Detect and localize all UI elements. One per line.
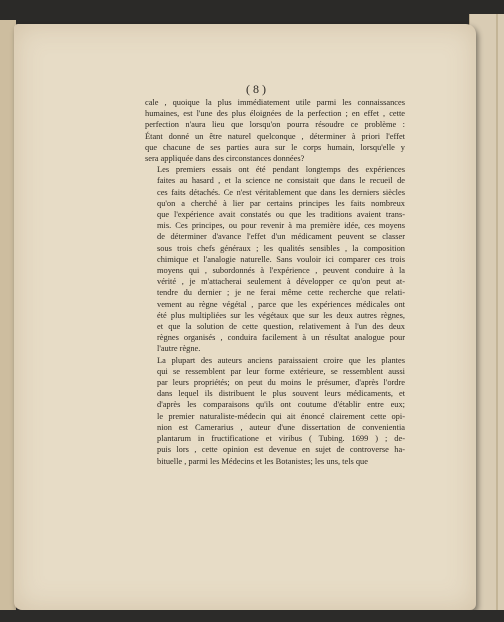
text-line: Étant donné un être naturel quelconque , déterminer à priori l'effet <box>145 131 405 141</box>
text-line: que l'expérience avait constatés ou que les traditions avaient trans- <box>157 210 405 220</box>
text-line: tendre du dernier ; je ne ferai même cette recherche que relati- <box>157 288 405 298</box>
text-line: dans lequel ils distribuent le plus souvent leurs médicaments, et <box>157 389 405 399</box>
text-line: cale , quoique la plus immédiatement utile parmi les connaissances <box>145 98 405 107</box>
text-line: règnes organisés , conduira facilement à un résultat analogue pour <box>157 333 405 343</box>
paragraph <box>145 97 405 164</box>
text-line: moyens qui , subordonnés à l'expérience , peuvent conduire à la <box>157 266 405 276</box>
text-line: l'autre règne. <box>157 344 201 354</box>
page-number: ( 8 ) <box>246 82 266 96</box>
body-text <box>145 97 405 467</box>
text-line: vérité , je m'attacherai seulement à développer ce qu'on peut at- <box>157 277 405 287</box>
text-line: mis. Ces principes, ou pour revenir à ma première idée, ces moyens <box>157 221 405 231</box>
text-line: par leurs propriétés; on peut du moins le présumer, d'après l'ordre <box>157 378 405 388</box>
text-line: qui se ressemblent par leur forme extérieure, se ressemblent aussi <box>157 366 405 376</box>
text-line: vement au règne végétal , parce que les expériences médicales ont <box>157 299 405 309</box>
paragraph <box>145 164 405 354</box>
text-line: sous trois chefs généraux ; les qualités sensibles , la composition <box>157 243 405 253</box>
text-line: chimique et l'analogie naturelle. Sans vouloir ici comparer ces trois <box>157 254 405 264</box>
text-line: le premier naturaliste-médecin qui ait énoncé clairement cette opi- <box>157 411 405 421</box>
text-line: faites au hasard , et la science ne consistait que dans le recueil de <box>157 176 405 186</box>
text-line: perfection n'aura lieu que lorsqu'on pourra résoudre ce problème : <box>145 120 405 130</box>
text-line: été plus multipliées sur les végétaux que sur les deux autres règnes, <box>157 310 405 320</box>
text-line: La plupart des auteurs anciens paraissaient croire que les plantes <box>157 355 405 365</box>
bottom-shadow <box>0 610 504 622</box>
text-line: plantarum in fructificatione et viribus ( Tubing. 1699 ) ; de- <box>157 434 405 444</box>
text-line: que chacune de ses parties aura sur le corps humain, lorsqu'elle y <box>145 142 405 152</box>
text-line: bituelle , parmi les Médecins et les Botanistes; les uns, tels que <box>157 456 368 466</box>
text-line: sera appliquée dans des circonstances données? <box>145 154 305 164</box>
text-line: Les premiers essais ont été pendant longtemps des expériences <box>157 165 405 175</box>
text-line: ces faits détachés. Ce n'est véritablement que dans les derniers siècles <box>157 187 405 197</box>
text-line: puis lors , cette opinion est devenue en sujet de controverse ha- <box>157 445 405 455</box>
paragraph <box>145 355 405 467</box>
text-line: d'après les comparaisons qu'ils ont coutume d'établir entre eux; <box>157 400 405 410</box>
text-line: de déterminer d'avance l'effet d'un médicament peuvent se classer <box>157 232 405 242</box>
text-line: et que la solution de cette question, relativement à l'un des deux <box>157 322 405 332</box>
text-line: humaines, est l'une des plus éloignées de la perfection ; en effet , cette <box>145 109 405 119</box>
page-edge-line <box>496 14 498 614</box>
text-line: nion est Camerarius , auteur d'une dissertation de convenientia <box>157 422 405 432</box>
text-line: qu'on a cherché à lier par certains principes les faits nombreux <box>157 198 405 208</box>
